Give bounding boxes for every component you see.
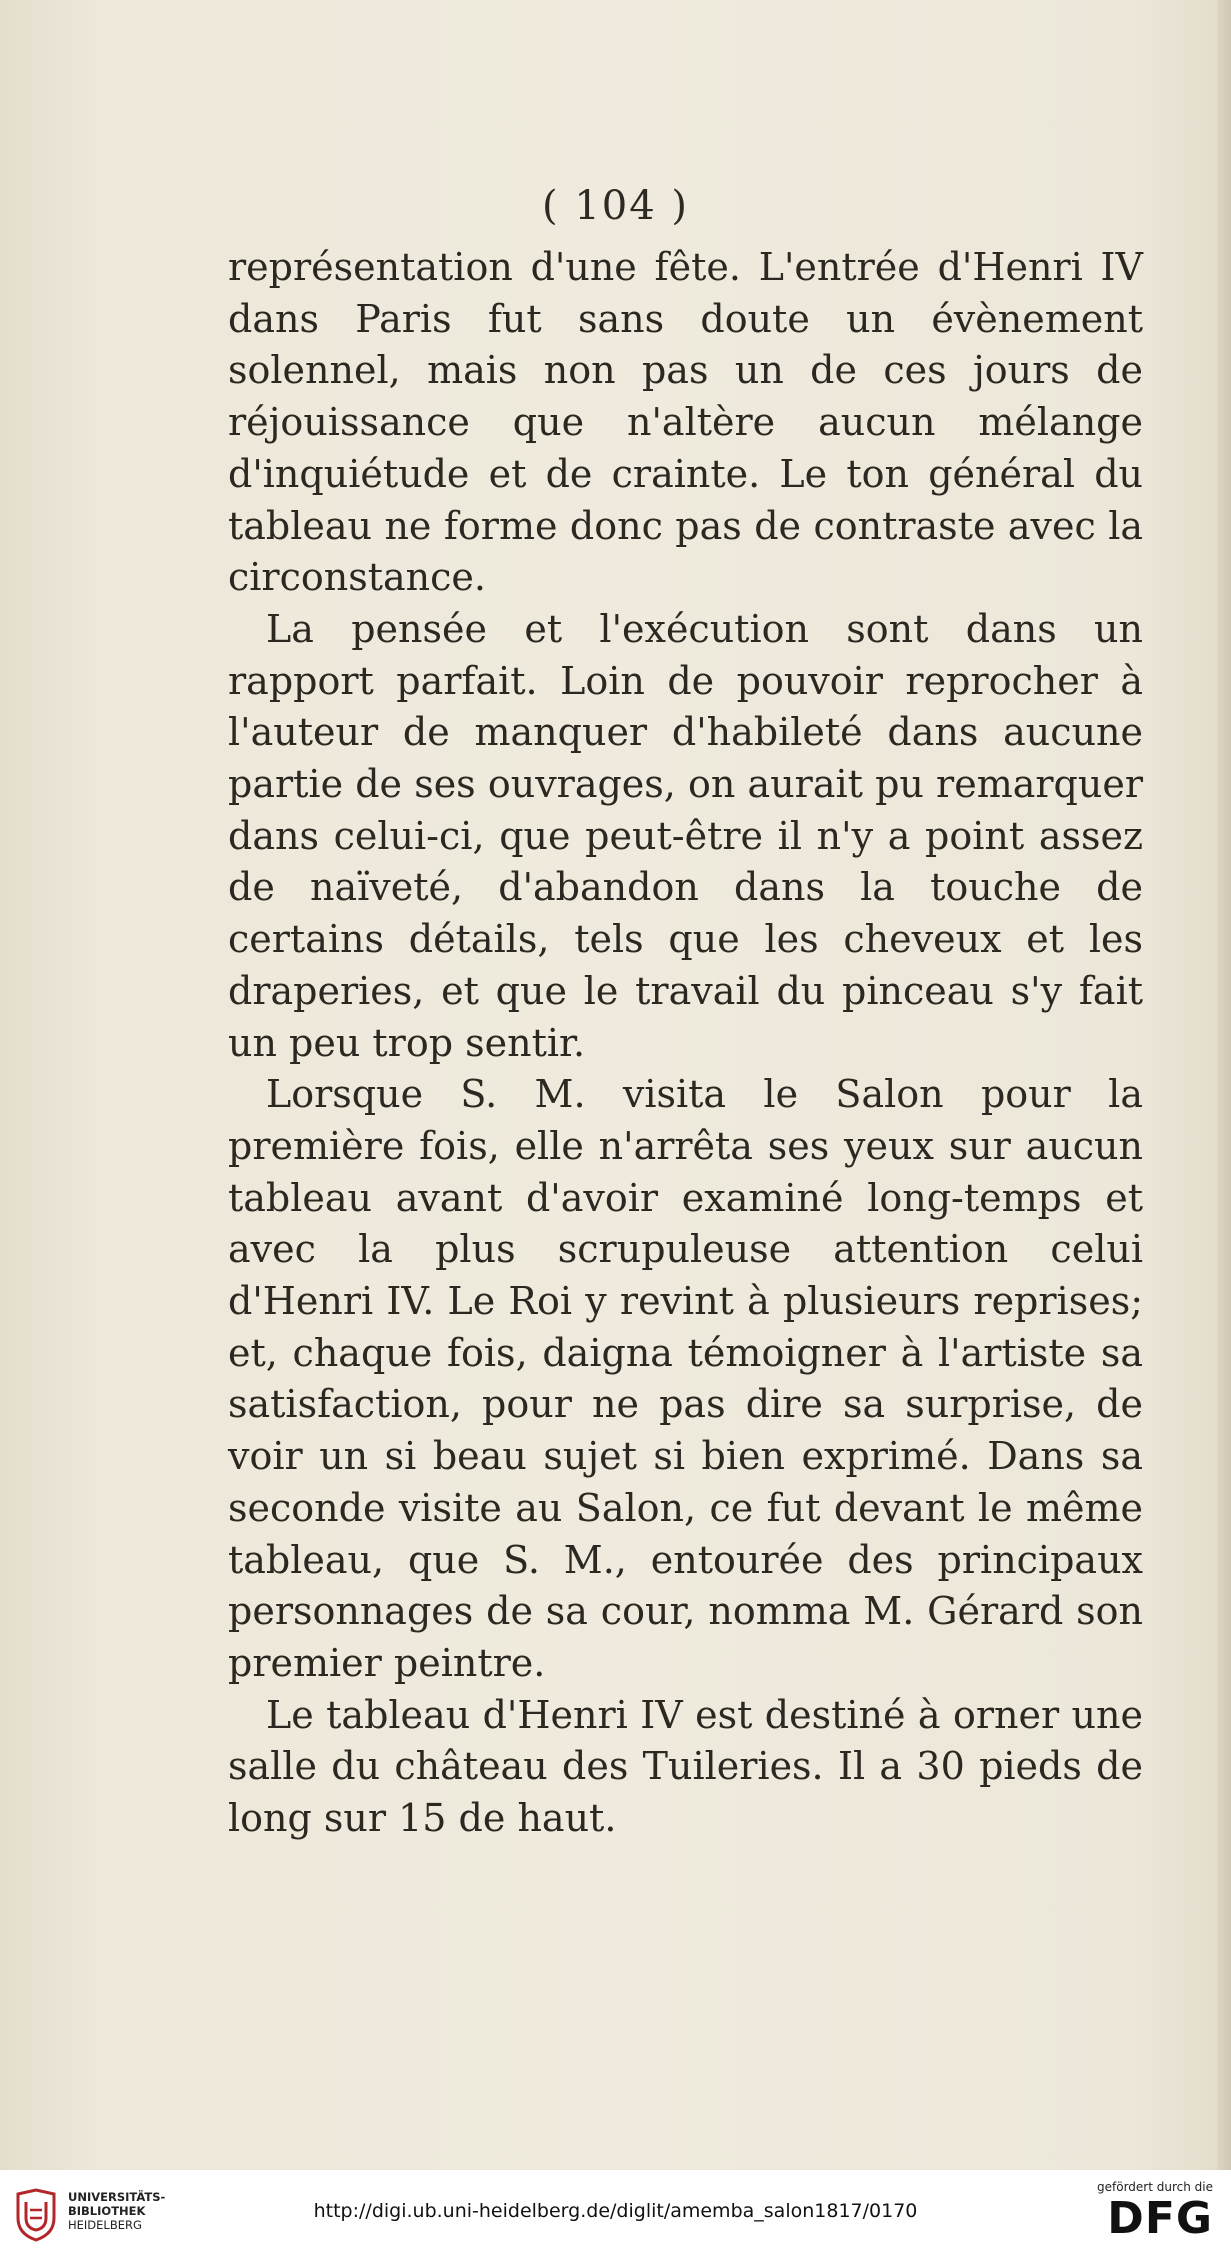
paragraph-1: représentation d'une fête. L'entrée d'Henri IV dans Paris fut sans doute un évènement solennel, mais non pas un de ces jours de réjouissance que n'altère aucun mélange d'inquiétude et de crainte. Le ton général du tableau ne forme donc pas de contraste avec la circonstance. <box>228 245 1143 600</box>
library-line-1: UNIVERSITÄTS- <box>68 2190 166 2204</box>
page-body <box>228 242 1143 1845</box>
paragraph-2: La pensée et l'exécution sont dans un rapport parfait. Loin de pouvoir reprocher à l'auteur de manquer d'habileté dans aucune partie de ses ouvrages, on aurait pu remarquer dans celui-ci, que peut-être il n'y a point assez de naïveté, d'abandon dans la touche de certains détails, tels que les cheveux et les draperies, et que le travail du pinceau s'y fait un peu trop sentir. <box>228 606 1143 1065</box>
library-line-3: HEIDELBERG <box>68 2218 142 2232</box>
library-line-2: BIBLIOTHEK <box>68 2204 146 2218</box>
page-number: ( 104 ) <box>542 183 689 229</box>
page-edge <box>1217 0 1231 2170</box>
paragraph-3: Lorsque S. M. visita le Salon pour la première fois, elle n'arrêta ses yeux sur aucun tableau avant d'avoir examiné long-temps et avec la plus scrupuleuse attention celui d'Henri IV. Le Roi y revint à plusieurs reprises; et, chaque fois, daigna témoigner à l'artiste sa satisfaction, pour ne pas dire sa surprise, de voir un si beau sujet si bien exprimé. Dans sa seconde visite au Salon, ce fut devant le même tableau, que S. M., entourée des principaux personnages de sa cour, nomma M. Gérard son premier peintre. <box>228 1072 1143 1685</box>
funder-caption: gefördert durch die <box>1097 2180 1213 2194</box>
source-url-link[interactable]: http://digi.ub.uni-heidelberg.de/diglit/amemba_salon1817/0170 <box>313 2200 918 2222</box>
dfg-logo: DFG <box>1107 2193 1213 2244</box>
footer-bar <box>0 2170 1231 2259</box>
funder-block <box>1083 2180 1213 2244</box>
paragraph-4: Le tableau d'Henri IV est destiné à orner une salle du château des Tuileries. Il a 30 pieds de long sur 15 de haut. <box>228 1692 1143 1841</box>
